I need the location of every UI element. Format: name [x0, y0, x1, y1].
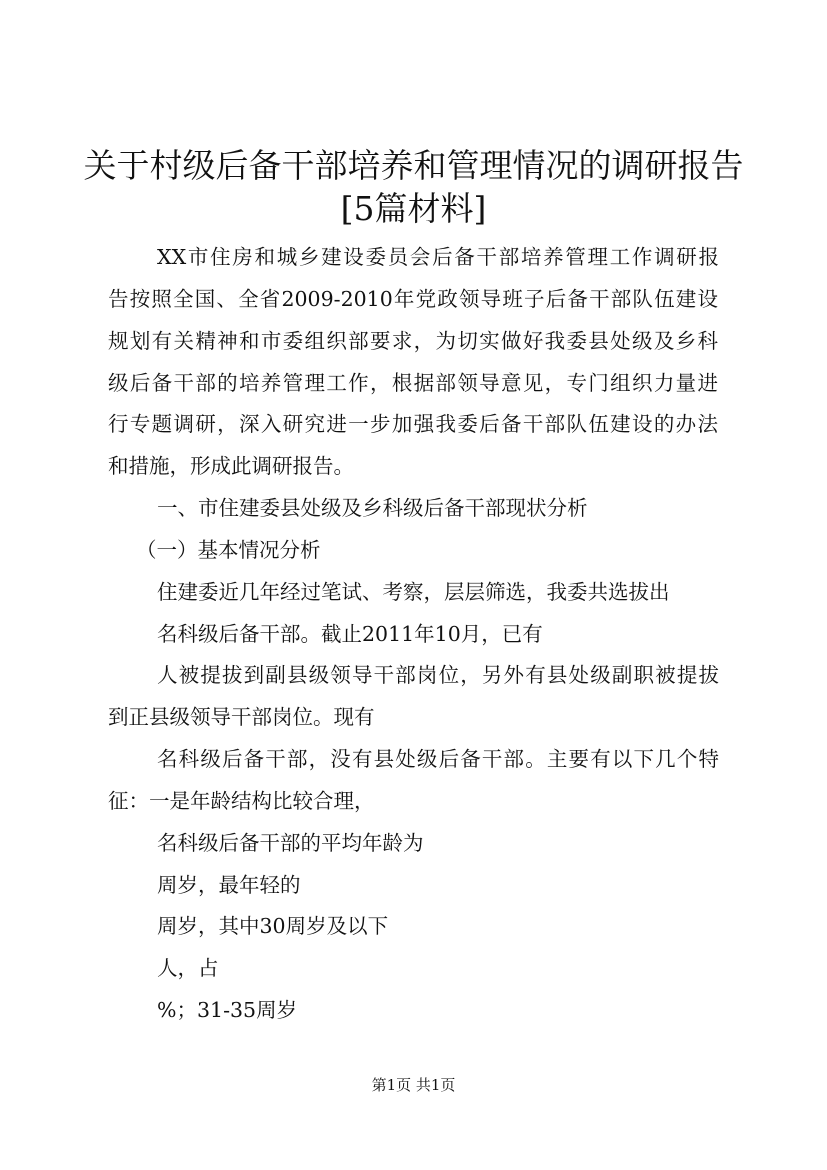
body-line: 规划有关精神和市委组织部要求，为切实做好我委县处级及乡科 [108, 329, 718, 353]
body-line: 行专题调研，深入研究进一步加强我委后备干部队伍建设的办法 [108, 412, 718, 436]
section-heading: 一、市住建委县处级及乡科级后备干部现状分析 [157, 496, 588, 520]
body-line: 人被提拔到副县级领导干部岗位，另外有县处级副职被提拔 [157, 663, 719, 687]
document-title-line-2: [5篇材料] [340, 189, 487, 228]
body-line: 到正县级领导干部岗位。现有 [108, 705, 375, 729]
body-line: XX市住房和城乡建设委员会后备干部培养管理工作调研报 [157, 245, 719, 269]
body-line: 名科级后备干部，没有县处级后备干部。主要有以下几个特 [157, 747, 719, 771]
document-title-line-1: 关于村级后备干部培养和管理情况的调研报告 [83, 146, 744, 185]
body-line: 人，占 [157, 956, 219, 980]
body-line: 和措施，形成此调研报告。 [108, 454, 354, 478]
body-line: 征：一是年龄结构比较合理， [108, 789, 375, 813]
body-line: 告按照全国、全省2009-2010年党政领导班子后备干部队伍建设 [108, 287, 718, 311]
body-line: 名科级后备干部的平均年龄为 [157, 831, 424, 855]
page-footer: 第1页 共1页 [371, 1076, 456, 1094]
body-line: 周岁，其中30周岁及以下 [157, 914, 389, 938]
body-line: 住建委近几年经过笔试、考察，层层筛选，我委共选拔出 [157, 580, 670, 604]
body-line: 名科级后备干部。截止2011年10月，已有 [157, 622, 543, 646]
body-line: 周岁，最年轻的 [157, 873, 301, 897]
subsection-heading: （一）基本情况分析 [136, 538, 321, 562]
body-line: %；31-35周岁 [157, 998, 298, 1022]
body-line: 级后备干部的培养管理工作，根据部领导意见，专门组织力量进 [108, 371, 718, 395]
